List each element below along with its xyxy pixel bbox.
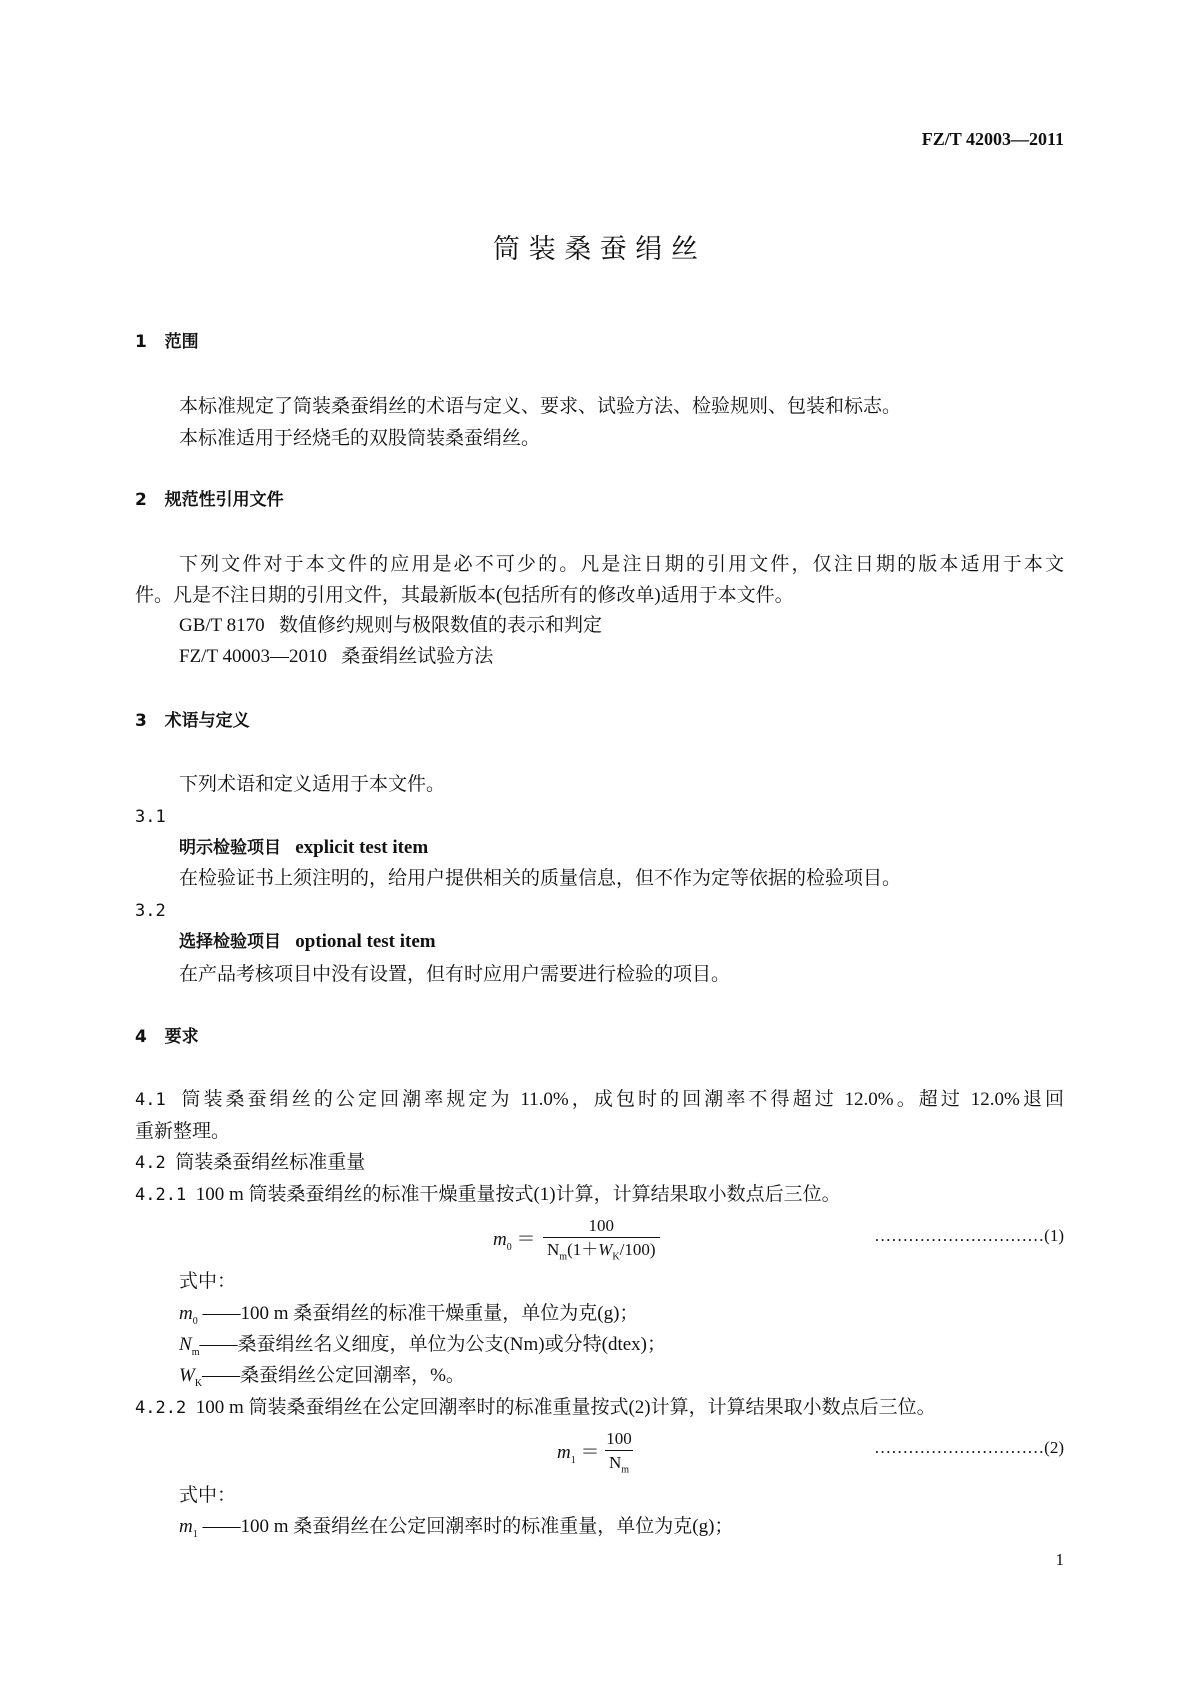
text: 数值修约规则与极限数值的表示和判定: [278, 615, 602, 636]
text: 术语与定义: [164, 711, 250, 731]
text: /100): [619, 1240, 656, 1259]
text: optional test item: [295, 931, 436, 952]
clause-4-1: [135, 1088, 1064, 1112]
section-3-heading: [135, 709, 250, 733]
subscript: m: [559, 1251, 568, 1263]
formula-number: …………………………(1): [874, 1226, 1064, 1245]
document-code: FZ/T 42003—2011: [921, 129, 1064, 149]
text: 筒装桑蚕绢丝的公定回潮率规定为 11.0%，成包时的回潮率不得超过 12.0%。超过 12.0%退回: [181, 1089, 1064, 1110]
section-2-heading: [135, 488, 284, 512]
text: 要求: [164, 1027, 199, 1047]
text: GB/T 8170: [179, 615, 265, 636]
text: 桑蚕绢丝试验方法: [341, 646, 494, 667]
reference-item: [179, 614, 602, 638]
variable-definition: [179, 1302, 638, 1326]
text: 4.2.1: [135, 1185, 187, 1205]
text: 100 m 筒装桑蚕绢丝在公定回潮率时的标准重量按式(2)计算，计算结果取小数点后三位。: [195, 1397, 936, 1418]
where-label: 式中：: [179, 1271, 237, 1292]
paragraph: 重新整理。: [135, 1121, 231, 1142]
text: 3: [135, 711, 147, 731]
text: $m_0$ ＝: [493, 1229, 536, 1253]
paragraph: 下列术语和定义适用于本文件。: [179, 774, 446, 795]
variable-definition: [179, 1364, 465, 1388]
subscript: K: [194, 1377, 203, 1389]
math-symbol: m: [557, 1442, 571, 1463]
paragraph: 件。凡是不注日期的引用文件，其最新版本(包括所有的修改单)适用于本文件。: [135, 585, 794, 606]
math-symbol: N: [179, 1334, 192, 1355]
text: [543, 1215, 660, 1269]
paragraph: 本标准适用于经烧毛的双股筒装桑蚕绢丝。: [179, 428, 541, 449]
subscript: 1: [570, 1454, 576, 1466]
text: 4: [135, 1027, 147, 1047]
text: explicit test item: [295, 837, 429, 858]
text: 明示检验项目: [179, 838, 281, 858]
text: N: [547, 1240, 560, 1259]
text: N: [609, 1453, 622, 1472]
text: [543, 1237, 660, 1269]
subscript: 1: [192, 1528, 198, 1540]
page-number: 1: [1055, 1550, 1064, 1569]
text: ——100 m 桑蚕绢丝的标准干燥重量，单位为克(g)；: [202, 1303, 639, 1324]
text: (1＋: [567, 1240, 599, 1259]
text: 100 m 筒装桑蚕绢丝的标准干燥重量按式(1)计算，计算结果取小数点后三位。: [195, 1184, 841, 1205]
page-title: 筒 装 桑 蚕 绢 丝: [493, 234, 698, 265]
text: ——桑蚕绢丝公定回潮率，%。: [202, 1365, 465, 1386]
section-4-heading: [135, 1025, 199, 1049]
clause-4-2-2: [135, 1396, 936, 1420]
where-label: 式中：: [179, 1485, 237, 1506]
text: 100: [588, 1216, 615, 1235]
math-symbol: m: [493, 1229, 507, 1250]
subscript: 0: [192, 1315, 198, 1327]
text: 4.2: [135, 1153, 166, 1173]
text: 1: [135, 332, 147, 352]
paragraph: 本标准规定了筒装桑蚕绢丝的术语与定义、要求、试验方法、检验规则、包装和标志。: [179, 396, 902, 417]
text: 4.2.2: [135, 1398, 187, 1418]
text: 2: [135, 490, 147, 510]
math-symbol: m: [179, 1303, 193, 1324]
text: 100: [606, 1429, 632, 1448]
variable-definition: [179, 1515, 733, 1539]
text: 范围: [164, 332, 199, 352]
variable-definition: [179, 1333, 666, 1357]
math-symbol: W: [179, 1365, 195, 1386]
text: [605, 1428, 633, 1482]
section-1-heading: [135, 330, 199, 354]
text: 4.1: [135, 1090, 166, 1110]
term-number: 3.2: [135, 901, 166, 921]
term-definition: 在产品考核项目中没有设置，但有时应用户需要进行检验的项目。: [179, 964, 731, 985]
text: FZ/T 40003—2010: [179, 646, 327, 667]
clause-4-2: [135, 1151, 365, 1175]
text: 筒装桑蚕绢丝标准重量: [175, 1152, 366, 1173]
subscript: m: [191, 1346, 200, 1358]
subscript: K: [612, 1251, 620, 1263]
subscript: 0: [506, 1241, 512, 1253]
text: ——100 m 桑蚕绢丝在公定回潮率时的标准重量，单位为克(g)；: [202, 1516, 734, 1537]
term-definition: 在检验证书上须注明的，给用户提供相关的质量信息，但不作为定等依据的检验项目。: [179, 868, 902, 889]
term-number: 3.1: [135, 807, 166, 827]
reference-item: [179, 645, 493, 669]
math-symbol: W: [598, 1240, 613, 1259]
text: $m_1$ ＝: [557, 1442, 600, 1466]
text: [605, 1450, 633, 1482]
clause-4-2-1: [135, 1183, 841, 1207]
term-heading: [179, 836, 428, 860]
formula-number: …………………………(2): [874, 1438, 1064, 1457]
subscript: m: [621, 1464, 630, 1476]
math-symbol: m: [179, 1516, 193, 1537]
term-heading: [179, 930, 436, 954]
text: 选择检验项目: [179, 932, 281, 952]
paragraph: 下列文件对于本文件的应用是必不可少的。凡是注日期的引用文件，仅注日期的版本适用于本文: [179, 554, 1064, 575]
text: ——桑蚕绢丝名义细度，单位为公支(Nm)或分特(dtex)；: [199, 1334, 666, 1355]
text: 规范性引用文件: [164, 490, 284, 510]
